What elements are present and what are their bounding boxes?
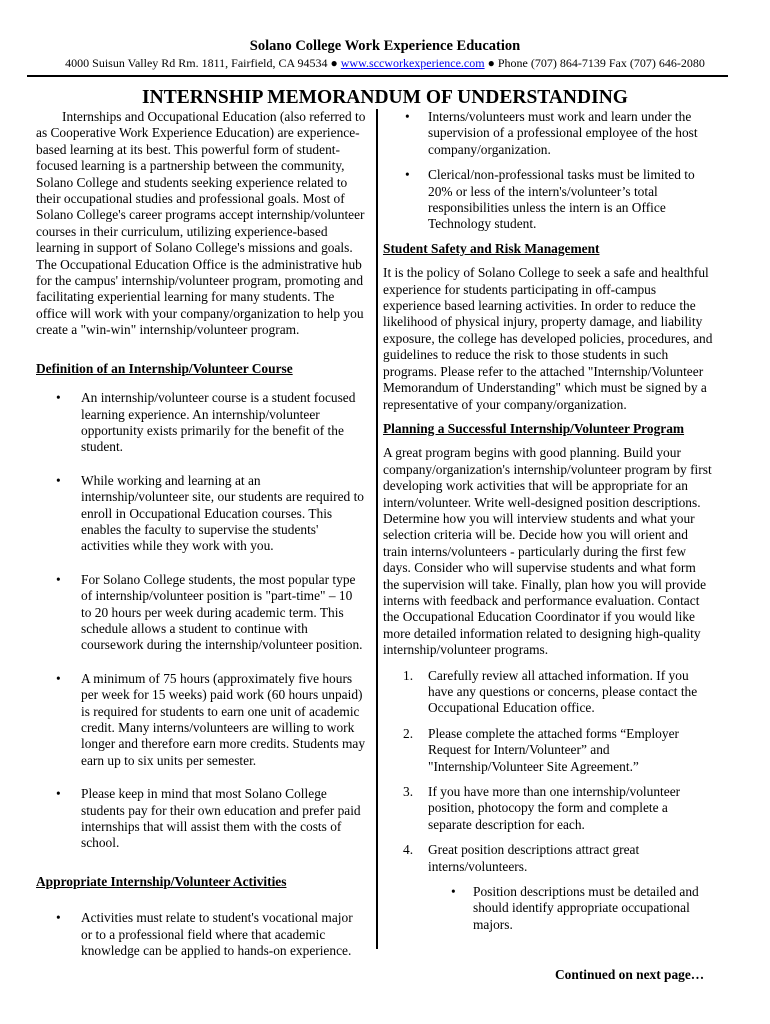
definition-heading: Definition of an Internship/Volunteer Course [36, 360, 293, 376]
activities-heading: Appropriate Internship/Volunteer Activities [36, 873, 287, 889]
list-item: • For Solano College students, the most popular type of internship/volunteer position is "part-time" – 10 to 20 hours per week during academic term. This schedule allows a student to continue with coursework during the internship/volunteer position. [36, 572, 366, 654]
continued-note: Continued on next page… [555, 967, 705, 982]
step-number: 1. [403, 667, 414, 683]
intro-paragraph: Internships and Occupational Education (also referred to as Cooperative Work Experience Education) are experience-based learning at its best. This powerful form of student-focused learning is a partnership between the community, Solano College and students seeking experience related to their occupational studies and professional goals. Most of Solano College's career programs accept internship/volunteer courses in their curriculum, utilizing experience-based learning in support of Solano College's missions and goals. The Occupational Education Office is the administrative hub for the campus' internship/volunteer program, promoting and facilitating experiential learning for many students. The office will work with your company/organization to help you create a "win-win" internship/volunteer program. [36, 109, 366, 338]
list-item: • While working and learning at an internship/volunteer site, our students are required to enroll in Occupational Education courses. This enables the faculty to supervise the students' activities while they work with you. [36, 473, 366, 555]
step-number: 4. [403, 842, 414, 858]
step-number: 2. [403, 725, 414, 741]
website-link[interactable]: www.sccworkexperience.com [340, 56, 485, 70]
list-item: • Clerical/non-professional tasks must be limited to 20% or less of the intern's/volunteer’s total responsibilities unless the intern is an Office Technology student. [383, 167, 713, 233]
activities-list-continued [383, 109, 713, 233]
list-item: • A minimum of 75 hours (approximately five hours per week for 15 weeks) paid work (60 hours unpaid) is required for students to earn one unit of academic credit. Many interns/volunteers are willing to work longer and therefore earn more credits. Students may earn up to six units per semester. [36, 671, 366, 769]
phone-fax: Phone (707) 864-7139 Fax (707) 646-2080 [497, 56, 705, 70]
left-column [36, 109, 366, 959]
activities-list [36, 910, 366, 959]
list-item: • An internship/volunteer course is a student focused learning experience. An internship/volunteer opportunity exists primarily for the benefit of the student. [36, 390, 366, 456]
step-text: Great position descriptions attract great interns/volunteers. [428, 842, 640, 874]
safety-paragraph: It is the policy of Solano College to seek a safe and healthful experience for students participating in off-campus experience based learning activities. In order to reduce the likelihood of physical injury, property damage, and liability exposure, the college has developed policies, procedures, and guidelines to reduce the risk to those students in such programs. Please refer to the attached "Internship/Volunteer Memorandum of Understanding" which must be signed by a representative of your company/organization. [383, 265, 713, 412]
column-divider [376, 109, 378, 949]
step-text: Carefully review all attached information. If you have any questions or concerns, please contact the Occupational Education office. [428, 667, 698, 716]
list-item: • Activities must relate to student's vocational major or to a professional field where that academic knowledge can be applied to hands-on experience. [36, 910, 366, 959]
safety-heading: Student Safety and Risk Management [383, 240, 600, 256]
planning-paragraph: A great program begins with good planning. Build your company/organization's internship/volunteer program by first developing work activities that will be appropriate for an intern/volunteer. Write well-designed position descriptions. Determine how you will interview students and what your selection criteria will be. Decide how you will orient and train interns/volunteers - particularly during the first few days. Consider who will supervise students and what form the supervision will take. Finally, plan how you will provide interns with feedback and performance evaluation. Contact the Occupational Education Coordinator if you would like more detailed information related to designing high-quality internship/volunteer programs. [383, 445, 712, 658]
list-item: • Interns/volunteers must work and learn under the supervision of a professional employee of the host company/organization. [383, 109, 713, 158]
sub-item: • Position descriptions must be detailed and should identify appropriate occupational majors. [383, 884, 713, 933]
right-column [383, 109, 713, 933]
step-text: Please complete the attached forms “Employer Request for Intern/Volunteer” and "Internship/Volunteer Site Agreement.” [428, 725, 679, 774]
step-item [383, 784, 713, 833]
org-title: Solano College Work Experience Education [249, 38, 521, 54]
separator: ● [330, 56, 338, 70]
step-item [383, 668, 713, 717]
step-number: 3. [403, 784, 414, 800]
planning-heading: Planning a Successful Internship/Volunteer Program [383, 420, 685, 436]
step-item [383, 842, 713, 875]
document-title: INTERNSHIP MEMORANDUM OF UNDERSTANDING [142, 87, 628, 108]
address: 4000 Suisun Valley Rd Rm. 1811, Fairfield, CA 94534 [65, 56, 328, 70]
definition-list [36, 390, 366, 852]
separator: ● [487, 56, 495, 70]
sub-list [383, 884, 713, 933]
list-item: • Please keep in mind that most Solano College students pay for their own education and prefer paid internships that will assist them with the costs of school. [36, 786, 366, 852]
step-item [383, 726, 713, 775]
step-text: If you have more than one internship/volunteer position, photocopy the form and complete a separate description for each. [428, 784, 681, 832]
steps-list [383, 668, 713, 875]
contact-line [0, 56, 770, 71]
header-divider [27, 75, 728, 77]
